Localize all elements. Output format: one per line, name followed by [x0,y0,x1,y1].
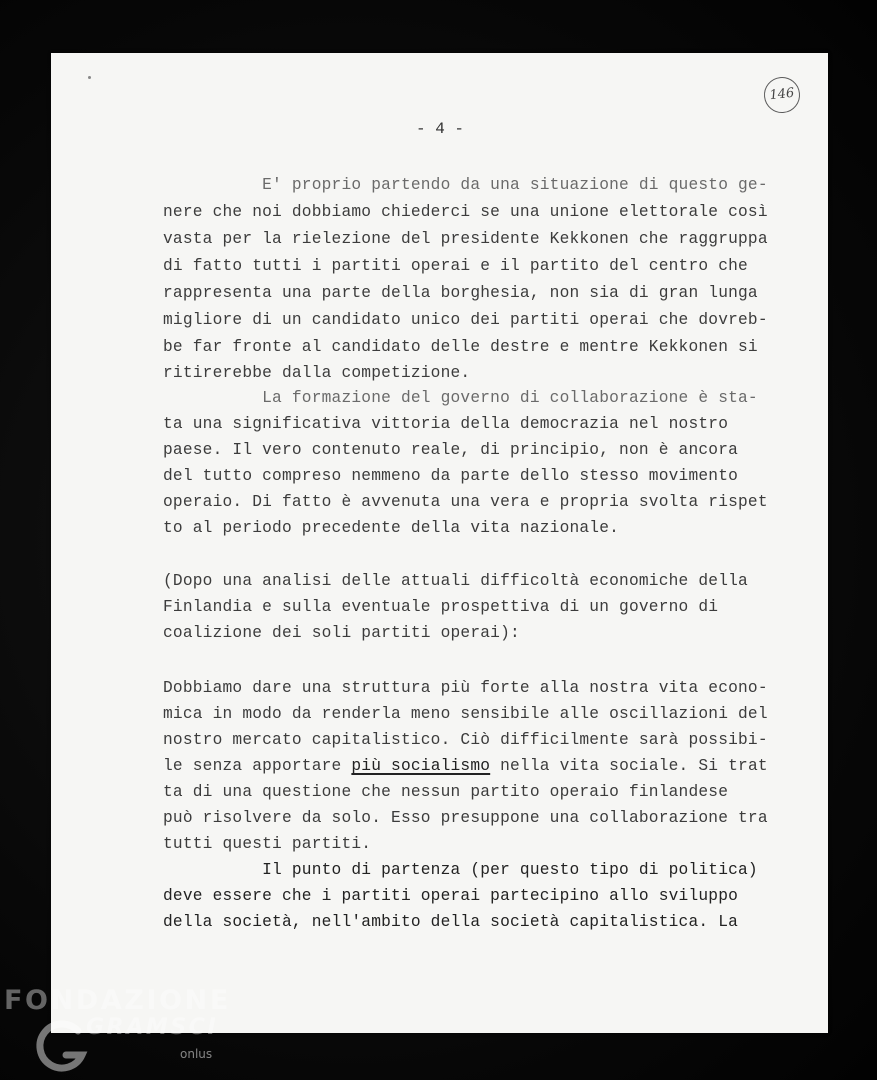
text-line: coalizione dei soli partiti operai): [163,624,520,642]
text-line: ta una significativa vittoria della democrazia nel nostro [163,415,729,433]
text-line: nostro mercato capitalistico. Ciò difficilmente sarà possibi- [163,731,768,749]
text-line: Il punto di partenza (per questo tipo di politica) [163,861,758,879]
text-line: del tutto compreso nemmeno da parte dello stesso movimento [163,467,739,485]
text-line: Dobbiamo dare una struttura più forte alla nostra vita econo- [163,679,768,697]
text-line: nere che noi dobbiamo chiederci se una unione elettorale così [163,203,768,221]
text-line: della società, nell'ambito della società capitalistica. La [163,913,739,931]
text-line: di fatto tutti i partiti operai e il partito del centro che [163,257,748,275]
text-line: mica in modo da renderla meno sensibile alle oscillazioni del [163,705,768,723]
text-line: ta di una questione che nessun partito operaio finlandese [163,783,729,801]
typewritten-page [51,53,828,1033]
underlined-phrase: più socialismo [351,757,491,775]
text-line-with-emphasis [163,757,768,775]
text-line: E' proprio partendo da una situazione di questo ge- [163,176,768,194]
paper-speck [88,76,91,79]
text-line: migliore di un candidato unico dei partiti operai che dovreb- [163,311,768,329]
text-line: vasta per la rielezione del presidente Kekkonen che raggruppa [163,230,768,248]
text-line: La formazione del governo di collaborazione è sta- [163,389,758,407]
text-line: to al periodo precedente della vita nazionale. [163,519,620,537]
text-segment: le senza apportare [163,757,352,775]
text-line: ritirerebbe dalla competizione. [163,364,471,382]
watermark-suffix: onlus [180,1047,213,1061]
text-line: tutti questi partiti. [163,835,372,853]
text-line: paese. Il vero contenuto reale, di principio, non è ancora [163,441,739,459]
watermark-title: FONDAZIONE [4,985,231,1016]
page-number: - 4 - [415,120,464,138]
text-line: be far fronte al candidato delle destre e mentre Kekkonen si [163,338,758,356]
text-line: (Dopo una analisi delle attuali difficoltà economiche della [163,572,748,590]
gramsci-logo-icon [34,1015,94,1075]
text-line: operaio. Di fatto è avvenuta una vera e propria svolta rispet [163,493,768,511]
text-line: può risolvere da solo. Esso presuppone una collaborazione tra [163,809,768,827]
watermark-subtitle: GRAMSCI [86,1015,219,1040]
text-line: rappresenta una parte della borghesia, non sia di gran lunga [163,284,758,302]
text-line: deve essere che i partiti operai partecipino allo sviluppo [163,887,739,905]
fondazione-gramsci-watermark [4,985,244,1080]
archive-number-stamp: 146 [762,75,802,115]
text-segment: nella vita sociale. Si trat [490,757,768,775]
text-line: Finlandia e sulla eventuale prospettiva di un governo di [163,598,719,616]
